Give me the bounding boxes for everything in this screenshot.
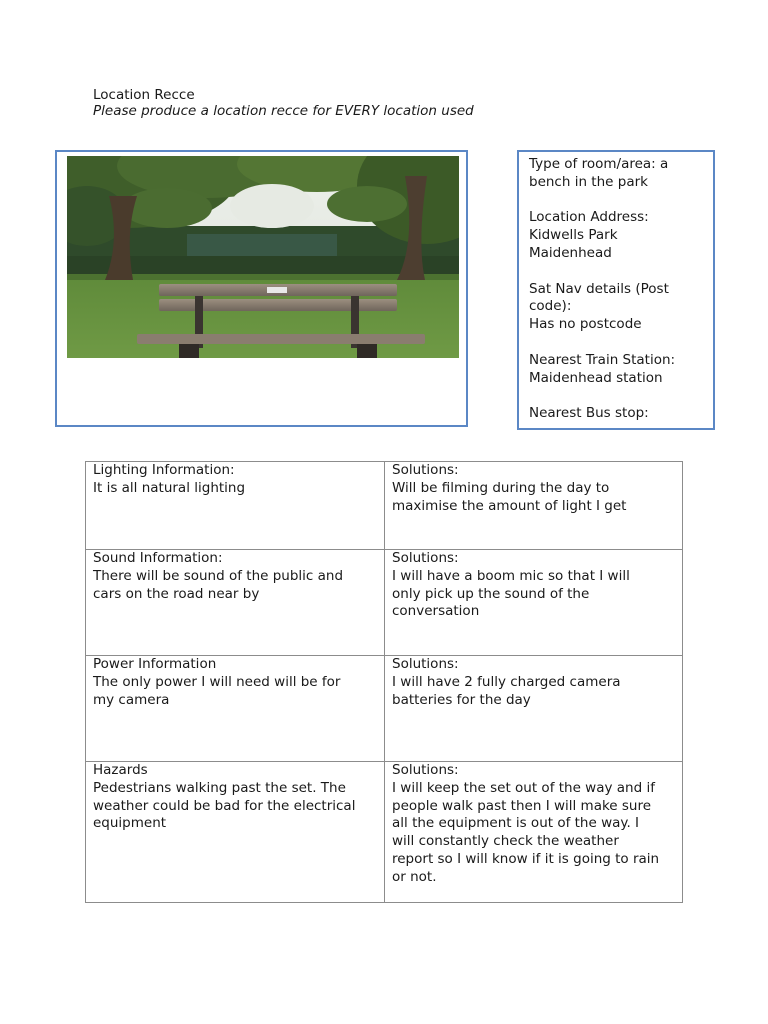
info-value: Kidwells Park <box>529 227 618 244</box>
location-photo <box>67 156 459 358</box>
cell-heading: Lighting Information: <box>93 462 235 478</box>
table-row-lighting <box>86 462 683 550</box>
sound-solutions-cell <box>385 550 683 656</box>
cell-heading: Sound Information: <box>93 550 223 566</box>
power-info-cell <box>86 656 385 762</box>
lighting-info-cell <box>86 462 385 550</box>
cell-text: people walk past then I will make sure <box>392 797 652 814</box>
cell-heading: Solutions: <box>392 550 459 566</box>
power-solutions-cell <box>385 656 683 762</box>
info-bus-stop <box>529 405 704 423</box>
cell-heading: Solutions: <box>392 462 459 478</box>
page-title: Location Recce <box>93 87 195 103</box>
table-row-hazards <box>86 762 683 903</box>
cell-text: all the equipment is out of the way. I <box>392 815 640 832</box>
page-heading <box>93 87 474 119</box>
info-value: Maidenhead station <box>529 369 663 386</box>
info-location-address <box>529 209 704 262</box>
cell-heading: Hazards <box>93 762 148 778</box>
cell-text: batteries for the day <box>392 691 531 708</box>
photo-frame <box>55 150 468 427</box>
cell-text: or not. <box>392 868 437 885</box>
cell-text: It is all natural lighting <box>93 479 246 496</box>
info-value: Maidenhead <box>529 244 612 261</box>
cell-text: Will be filming during the day to <box>392 479 610 496</box>
cell-heading: Solutions: <box>392 656 459 672</box>
info-label: Nearest Bus stop: <box>529 405 649 422</box>
hazards-info-cell <box>86 762 385 903</box>
cell-text: I will have a boom mic so that I will <box>392 567 630 584</box>
location-details-box <box>517 150 715 430</box>
info-label: Type of room/area: a <box>529 156 669 172</box>
cell-text: cars on the road near by <box>93 585 260 602</box>
cell-text: The only power I will need will be for <box>93 673 341 690</box>
cell-heading: Solutions: <box>392 762 459 778</box>
cell-text: I will have 2 fully charged camera <box>392 673 621 690</box>
cell-text: my camera <box>93 691 170 708</box>
cell-heading: Power Information <box>93 656 217 672</box>
recce-table <box>85 461 683 903</box>
cell-text: conversation <box>392 603 480 620</box>
bench-photo-image <box>67 156 459 358</box>
table-row-sound <box>86 550 683 656</box>
cell-text: report so I will know if it is going to rain <box>392 850 660 867</box>
sound-info-cell <box>86 550 385 656</box>
info-label: Sat Nav details (Post <box>529 280 669 297</box>
hazards-solutions-cell <box>385 762 683 903</box>
cell-text: will constantly check the weather <box>392 833 619 850</box>
info-sat-nav <box>529 281 704 334</box>
cell-text: only pick up the sound of the <box>392 585 590 602</box>
info-train-station <box>529 352 704 388</box>
cell-text: equipment <box>93 815 167 832</box>
page-subtitle: Please produce a location recce for EVERY location used <box>93 103 474 119</box>
info-value: Has no postcode <box>529 316 642 333</box>
cell-text: I will keep the set out of the way and if <box>392 779 655 796</box>
info-value: code): <box>529 298 572 315</box>
lighting-solutions-cell <box>385 462 683 550</box>
info-type-of-area <box>529 156 704 192</box>
cell-text: weather could be bad for the electrical <box>93 797 356 814</box>
cell-text: maximise the amount of light I get <box>392 497 627 514</box>
cell-text: There will be sound of the public and <box>93 567 344 584</box>
info-label: Nearest Train Station: <box>529 351 676 368</box>
table-row-power <box>86 656 683 762</box>
info-value: bench in the park <box>529 173 648 190</box>
cell-text: Pedestrians walking past the set. The <box>93 779 346 796</box>
info-label: Location Address: <box>529 209 649 226</box>
